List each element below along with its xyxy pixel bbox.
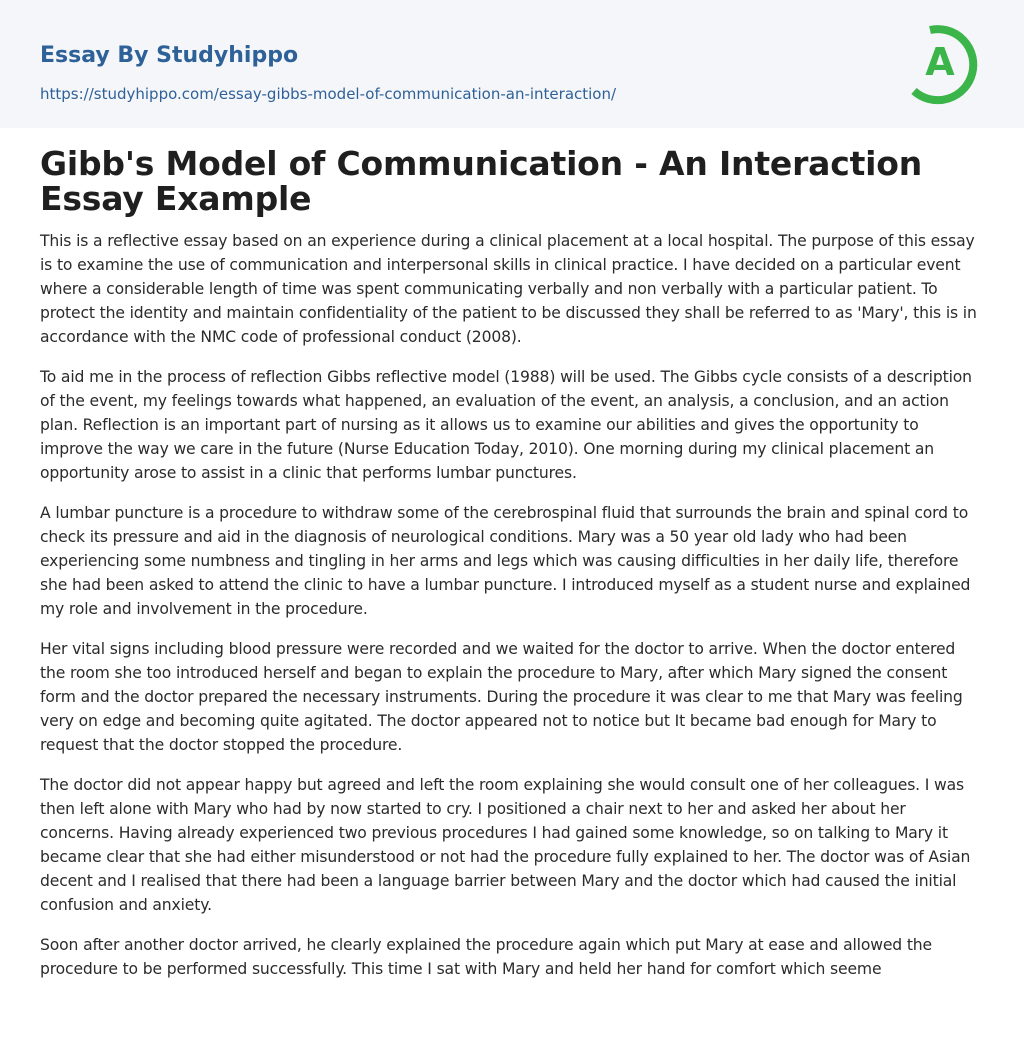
paragraph-3: A lumbar puncture is a procedure to withdraw some of the cerebrospinal fluid that surrounds the brain and spinal cord to check its pressure and aid in the diagnosis of neurological conditions. Mary was a 50 year old lady who had been experiencing some numbness and tingling in her arms and legs which was causing difficulties in her daily life, therefore she had been asked to attend the clinic to have a lumbar puncture. I introduced myself as a student nurse and explained my role and involvement in the procedure.: [40, 504, 971, 618]
logo-circle-a-icon[interactable]: [900, 20, 986, 106]
site-name[interactable]: Essay By Studyhippo: [40, 43, 299, 68]
paragraph-4: Her vital signs including blood pressure were recorded and we waited for the doctor to arrive. When the doctor entered the room she too introduced herself and began to explain the procedure to Mary, after which Mary signed the consent form and the doctor prepared the necessary instruments. During the procedure it was clear to me that Mary was feeling very on edge and becoming quite agitated. The doctor appeared not to notice but It became bad enough for Mary to request that the doctor stopped the procedure.: [40, 640, 963, 754]
paragraph-2: To aid me in the process of reflection Gibbs reflective model (1988) will be used. The Gibbs cycle consists of a description of the event, my feelings towards what happened, an evaluation of the event, an analysis, a conclusion, and an action plan. Reflection is an important part of nursing as it allows us to examine our abilities and gives the opportunity to improve the way we care in the future (Nurse Education Today, 2010). One morning during my clinical placement an opportunity arose to assist in a clinic that performs lumbar punctures.: [40, 368, 972, 482]
paragraph-6: Soon after another doctor arrived, he clearly explained the procedure again which put Mary at ease and allowed the procedure to be performed successfully. This time I sat with Mary and held her hand for comfort which seeme: [40, 936, 932, 978]
article: [40, 146, 984, 997]
page-title: Gibb's Model of Communication - An Interaction Essay Example: [40, 144, 923, 218]
paragraph-1: This is a reflective essay based on an experience during a clinical placement at a local hospital. The purpose of this essay is to examine the use of communication and interpersonal skills in clinical practice. I have decided on a particular event where a considerable length of time was spent communicating verbally and non verbally with a particular patient. To protect the identity and maintain confidentiality of the patient to be discussed they shall be referred to as 'Mary', this is in accordance with the NMC code of professional conduct (2008).: [40, 232, 977, 346]
article-body: [40, 229, 984, 981]
logo-letter: A: [925, 40, 955, 84]
paragraph-5: The doctor did not appear happy but agreed and left the room explaining she would consult one of her colleagues. I was then left alone with Mary who had by now started to cry. I positioned a chair next to her and asked her about her concerns. Having already experienced two previous procedures I had gained some knowledge, so on talking to Mary it became clear that she had either misunderstood or not had the procedure fully explained to her. The doctor was of Asian decent and I realised that there had been a language barrier between Mary and the doctor which had caused the initial confusion and anxiety.: [40, 776, 971, 914]
essay-url-link[interactable]: https://studyhippo.com/essay-gibbs-model-of-communication-an-interaction/: [40, 85, 617, 103]
site-header: [0, 0, 1024, 128]
